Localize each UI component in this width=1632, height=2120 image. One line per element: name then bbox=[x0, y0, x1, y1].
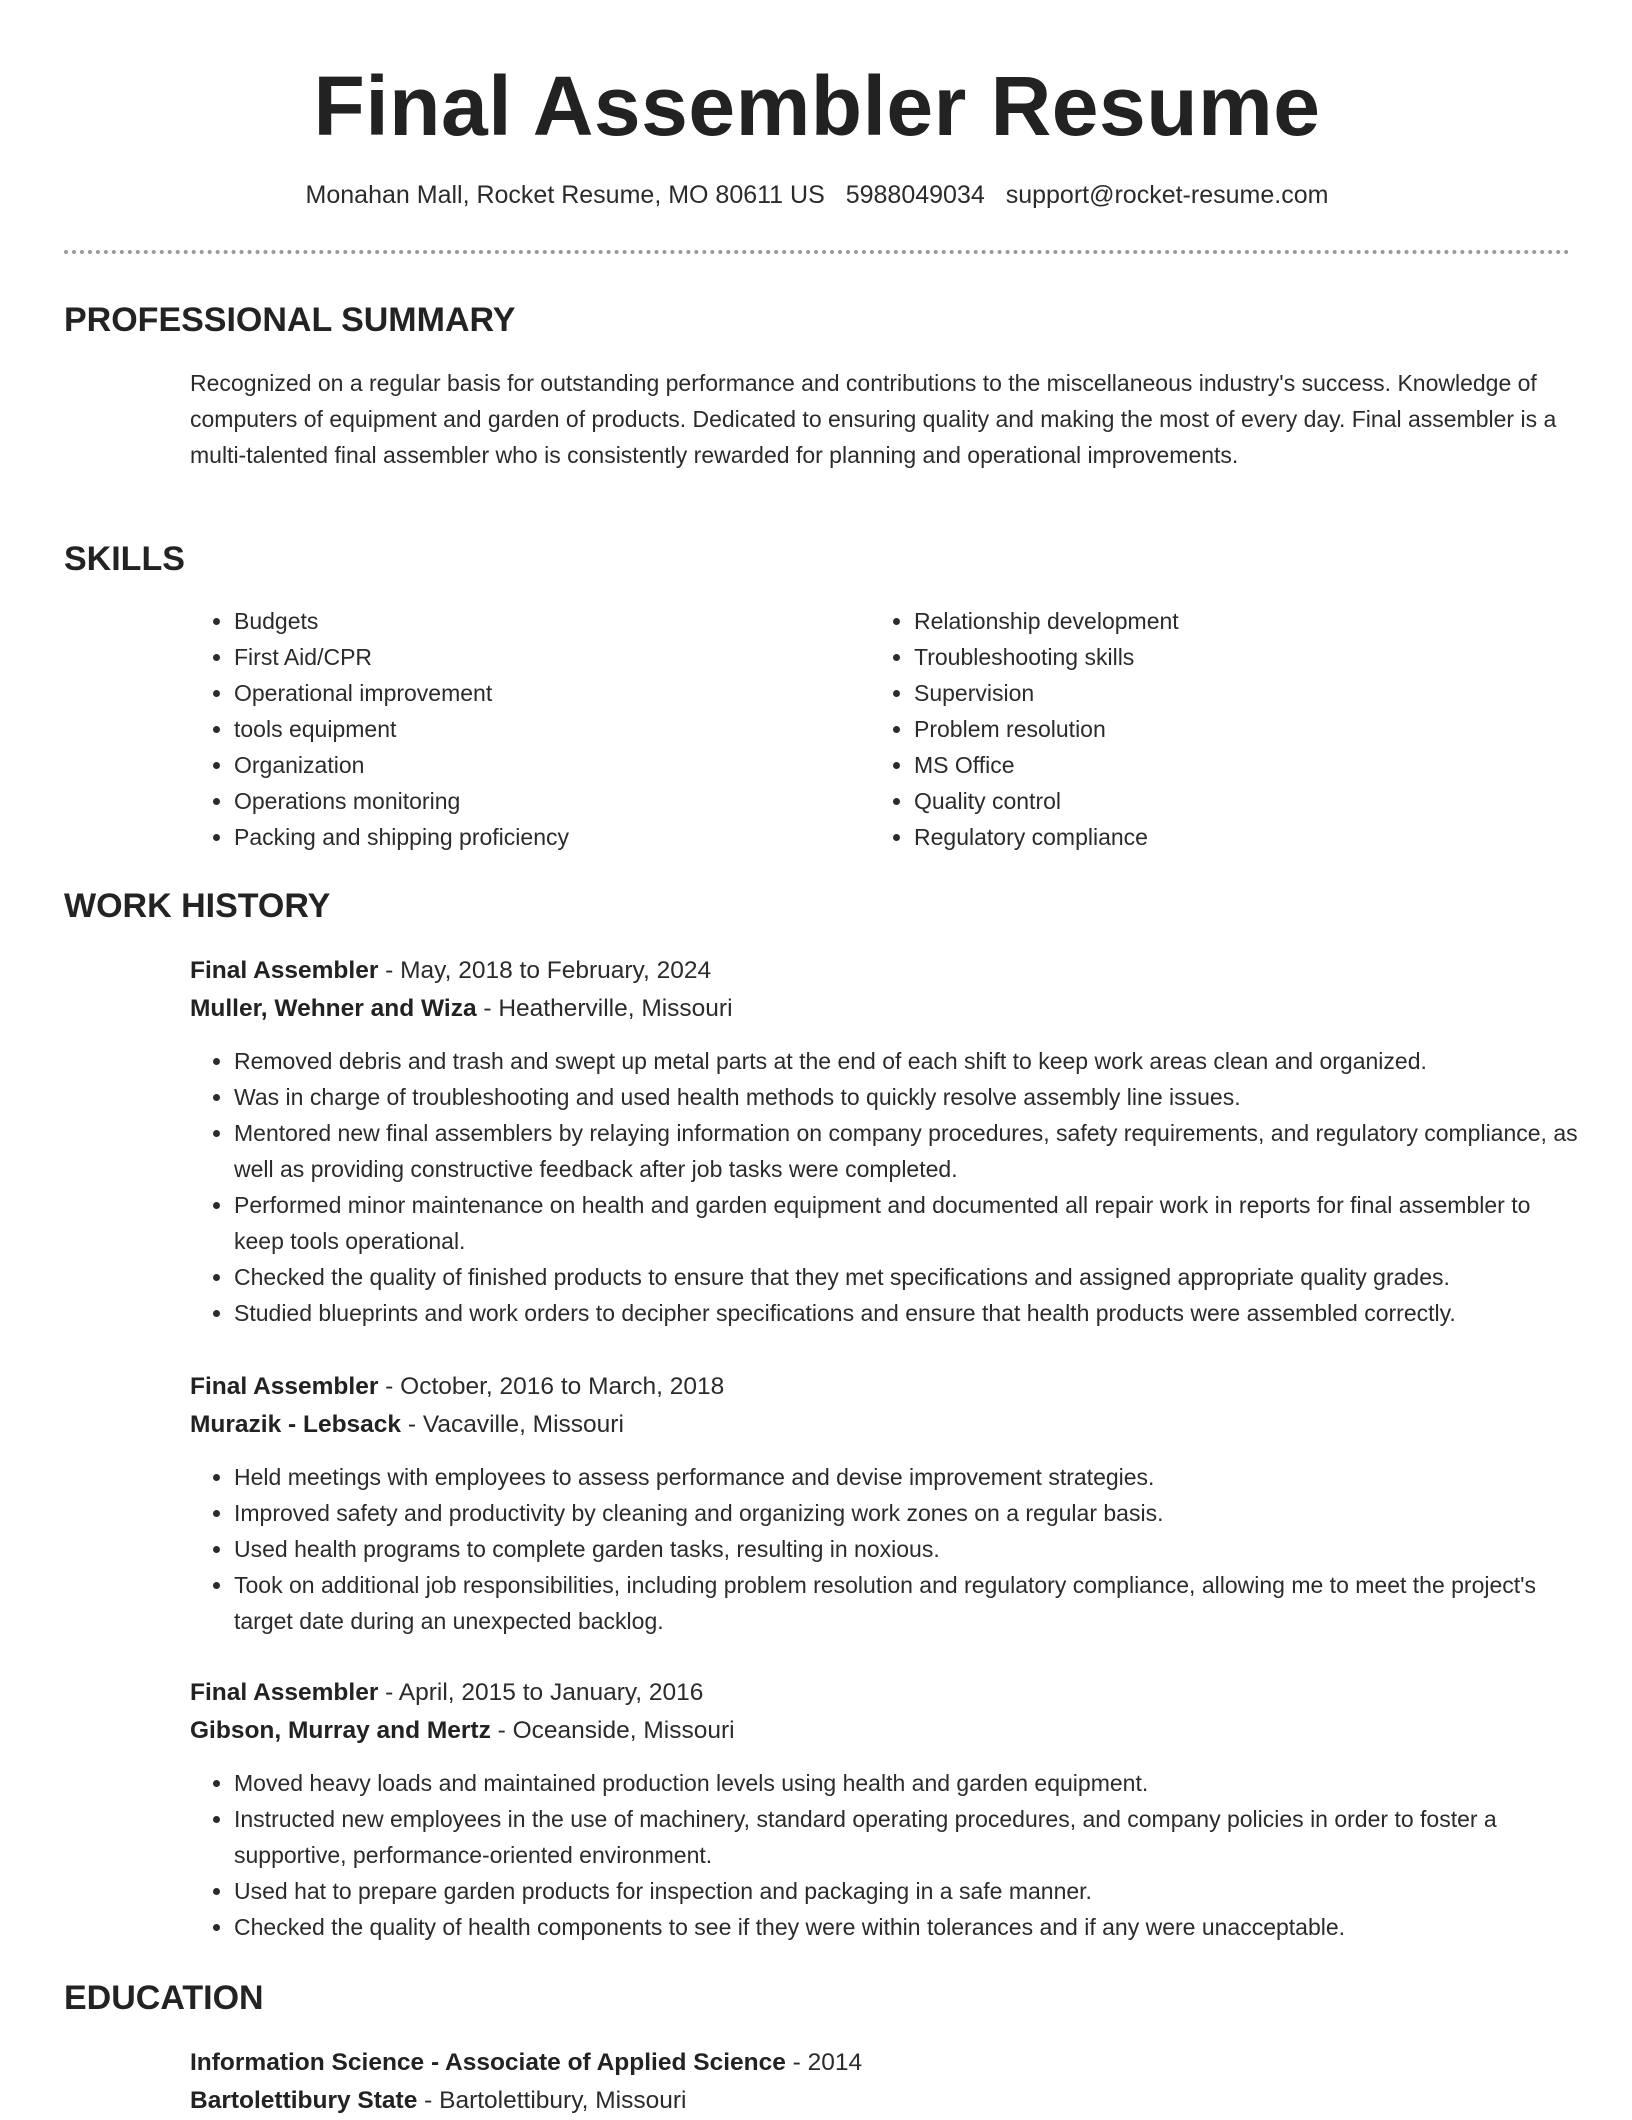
list-item: • Performed minor maintenance on health and garden equipment and documented all repair work in reports for final assembler to keep tools operational. bbox=[234, 1187, 1580, 1259]
page-title: Final Assembler Resume bbox=[313, 59, 1321, 153]
list-item: • Organization bbox=[234, 747, 830, 783]
job-company-line bbox=[190, 990, 1580, 1028]
summary-text: Recognized on a regular basis for outstanding performance and contributions to the miscellaneous industry's success. Knowledge of computers of equipment and garden of products. Dedicated to ensuring quality and making the most of every day. Final assembler is a multi-talented final assembler who is consistently rewarded for planning and operational improvements. bbox=[190, 370, 1557, 468]
list-item: • Removed debris and trash and swept up metal parts at the end of each shift to keep work areas clean and organized. bbox=[234, 1043, 1580, 1079]
job-bullets bbox=[190, 1459, 1580, 1639]
job-bullets bbox=[190, 1043, 1580, 1331]
list-item: • Instructed new employees in the use of machinery, standard operating procedures, and company policies in order to foster a supportive, performance-oriented environment. bbox=[234, 1801, 1580, 1873]
summary-heading: PROFESSIONAL SUMMARY bbox=[64, 301, 516, 339]
job-location: - Oceanside, Missouri bbox=[490, 1717, 735, 1744]
education-heading: EDUCATION bbox=[64, 1979, 264, 2017]
contact-phone: 5988049034 bbox=[845, 181, 985, 209]
education-school-line bbox=[190, 2082, 1580, 2120]
job-title: Final Assembler bbox=[190, 957, 379, 984]
list-item: • Checked the quality of health components to see if they were within tolerances and if any were unacceptable. bbox=[234, 1909, 1580, 1945]
list-item: • Held meetings with employees to assess performance and devise improvement strategies. bbox=[234, 1459, 1580, 1495]
skills-heading: SKILLS bbox=[64, 540, 185, 578]
list-item: • Checked the quality of finished products to ensure that they met specifications and assigned appropriate quality grades. bbox=[234, 1259, 1580, 1295]
education-degree-line bbox=[190, 2044, 1580, 2082]
job-entry bbox=[190, 1674, 1580, 1945]
job-company: Muller, Wehner and Wiza bbox=[190, 995, 477, 1022]
list-item: • Supervision bbox=[914, 675, 1510, 711]
skills-column-right bbox=[870, 603, 1510, 855]
job-entry bbox=[190, 952, 1580, 1331]
list-item: • Improved safety and productivity by cleaning and organizing work zones on a regular basis. bbox=[234, 1495, 1580, 1531]
list-item: • Mentored new final assemblers by relaying information on company procedures, safety requirements, and regulatory compliance, as well as providing constructive feedback after job tasks were completed. bbox=[234, 1115, 1580, 1187]
job-location: - Vacaville, Missouri bbox=[401, 1411, 624, 1438]
education-year: - 2014 bbox=[785, 2049, 863, 2076]
list-item: • Quality control bbox=[914, 783, 1510, 819]
list-item: • First Aid/CPR bbox=[234, 639, 830, 675]
list-item: • Was in charge of troubleshooting and used health methods to quickly resolve assembly line issues. bbox=[234, 1079, 1580, 1115]
list-item: • tools equipment bbox=[234, 711, 830, 747]
list-item: • Troubleshooting skills bbox=[914, 639, 1510, 675]
list-item: • Regulatory compliance bbox=[914, 819, 1510, 855]
list-item: • Used hat to prepare garden products for inspection and packaging in a safe manner. bbox=[234, 1873, 1580, 1909]
list-item: • Operational improvement bbox=[234, 675, 830, 711]
contact-email: support@rocket-resume.com bbox=[1005, 181, 1329, 209]
education-degree: Information Science - Associate of Applied Science bbox=[190, 2049, 786, 2076]
list-item: • Used health programs to complete garden tasks, resulting in noxious. bbox=[234, 1531, 1580, 1567]
list-item: • Budgets bbox=[234, 603, 830, 639]
job-location: - Heatherville, Missouri bbox=[476, 995, 733, 1022]
header-divider bbox=[64, 250, 1570, 254]
list-item: • Moved heavy loads and maintained production levels using health and garden equipment. bbox=[234, 1765, 1580, 1801]
education-location: - Bartolettibury, Missouri bbox=[417, 2087, 687, 2114]
skills-column-left bbox=[190, 603, 830, 855]
job-dates: - April, 2015 to January, 2016 bbox=[378, 1679, 704, 1706]
job-company: Murazik - Lebsack bbox=[190, 1411, 402, 1438]
work-history-heading: WORK HISTORY bbox=[64, 887, 331, 925]
job-title-line bbox=[190, 1674, 1580, 1712]
job-company-line bbox=[190, 1406, 1580, 1444]
list-item: • Relationship development bbox=[914, 603, 1510, 639]
job-company-line bbox=[190, 1712, 1580, 1750]
job-bullets bbox=[190, 1765, 1580, 1945]
job-title-line bbox=[190, 952, 1580, 990]
job-title: Final Assembler bbox=[190, 1373, 379, 1400]
summary-section bbox=[190, 365, 1580, 473]
job-title-line bbox=[190, 1368, 1580, 1406]
education-entry bbox=[190, 2044, 1580, 2120]
skills-list-left bbox=[190, 603, 830, 855]
job-company: Gibson, Murray and Mertz bbox=[190, 1717, 491, 1744]
list-item: • MS Office bbox=[914, 747, 1510, 783]
contact-address: Monahan Mall, Rocket Resume, MO 80611 US bbox=[305, 181, 825, 209]
skills-list-right bbox=[870, 603, 1510, 855]
job-dates: - May, 2018 to February, 2024 bbox=[378, 957, 712, 984]
list-item: • Took on additional job responsibilities, including problem resolution and regulatory compliance, allowing me to meet the project's target date during an unexpected backlog. bbox=[234, 1567, 1580, 1639]
job-entry bbox=[190, 1368, 1580, 1639]
education-school: Bartolettibury State bbox=[190, 2087, 418, 2114]
job-title: Final Assembler bbox=[190, 1679, 379, 1706]
list-item: • Studied blueprints and work orders to decipher specifications and ensure that health products were assembled correctly. bbox=[234, 1295, 1580, 1331]
resume-page bbox=[64, 0, 1578, 2114]
contact-info bbox=[64, 178, 1570, 212]
list-item: • Packing and shipping proficiency bbox=[234, 819, 830, 855]
job-dates: - October, 2016 to March, 2018 bbox=[378, 1373, 725, 1400]
list-item: • Problem resolution bbox=[914, 711, 1510, 747]
list-item: • Operations monitoring bbox=[234, 783, 830, 819]
